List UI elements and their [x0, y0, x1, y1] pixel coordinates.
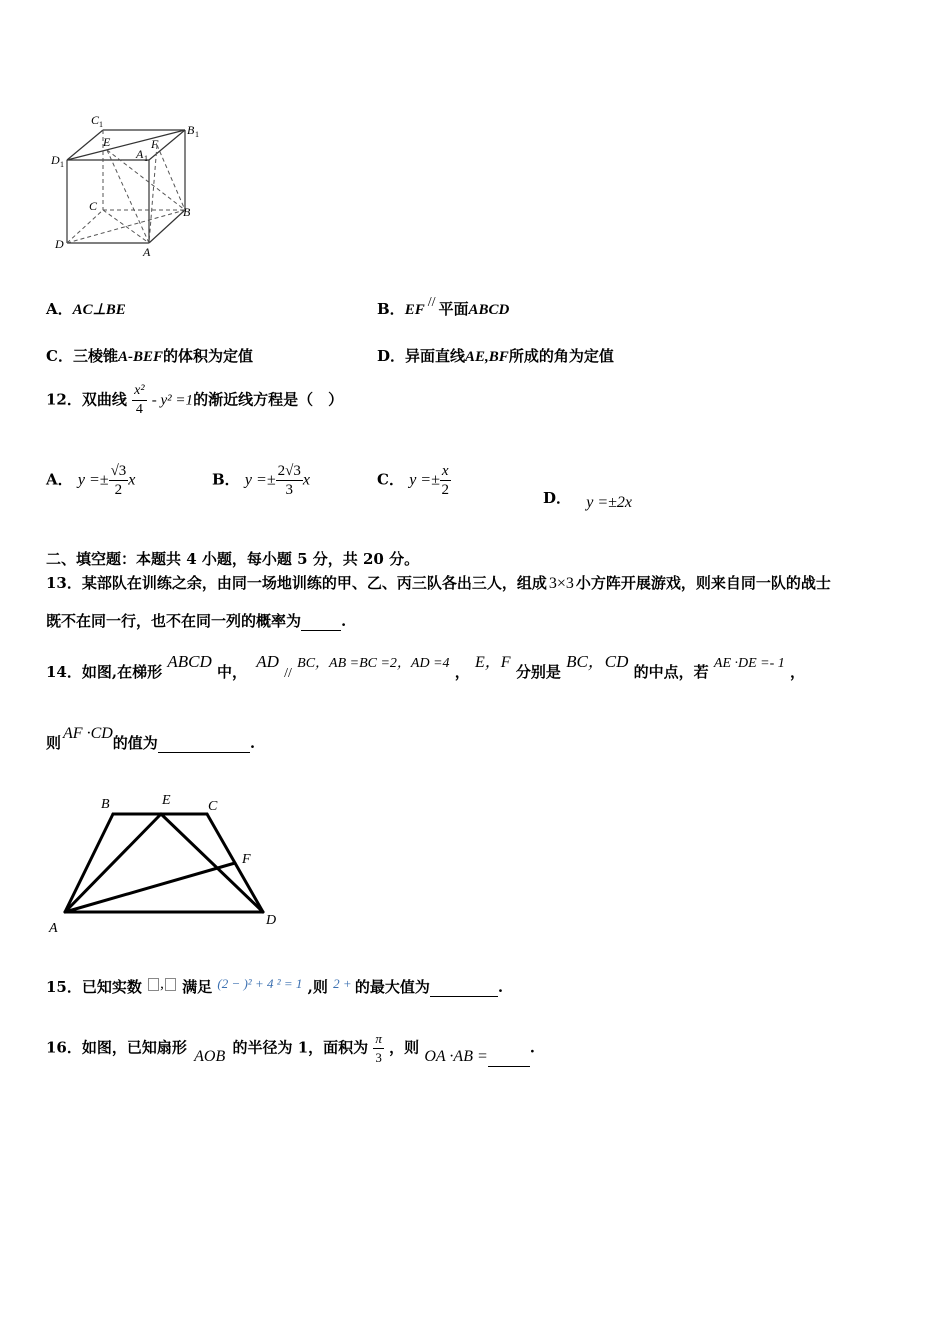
q12-stem: 12．双曲线 $\frac{\text{x²}}{4}$ - y² =1的渐近线方程是（ ） — [46, 383, 344, 417]
q12-option-d: D． y =±2x — [543, 489, 633, 511]
q16-line: 16．如图，已知扇形 AOB 的半径为 1，面积为 $\frac{\pi}{3}$ ，则 OA ·AB = . — [46, 1031, 535, 1065]
section-heading: 二、填空题：本题共 4 小题，每小题 5 分，共 20 分。 — [46, 550, 420, 568]
q14-line1: 14．如图,在梯形 ABCD 中， AD // BC，AB =BC =2，AD =4 ， E，F 分别是 BC，CD 的中点，若 AE ·DE =- 1 ， — [46, 652, 806, 681]
label-B1-sub: 1 — [195, 130, 199, 139]
var-placeholder-icon — [165, 978, 176, 991]
q11-option-b: B．EF // 平面ABCD — [377, 295, 510, 318]
label-C1-sub: 1 — [99, 120, 103, 129]
label-D: D — [55, 237, 64, 251]
label-E: E — [103, 135, 111, 149]
q12-option-a: A． y =± $\frac{√3}{2}$ x — [46, 463, 136, 498]
answer-blank[interactable] — [158, 738, 250, 753]
fig-label-A: A — [49, 921, 58, 936]
label-A1: A — [136, 147, 144, 161]
answer-blank[interactable] — [301, 616, 341, 631]
fig-label-D: D — [266, 913, 277, 928]
fig-label-F: F — [242, 852, 251, 867]
q15-line: 15．已知实数 , 满足 (2 − )² + 4 ² = 1 ,则 2 + 的最大值为 . — [46, 976, 504, 996]
q15-equation: (2 − )² + 4 ² = 1 — [217, 976, 303, 991]
label-B: B — [183, 205, 191, 219]
q15-expression: 2 + — [333, 976, 355, 991]
cube-figure — [45, 108, 210, 263]
answer-blank[interactable] — [430, 982, 498, 997]
label-D1-sub: 1 — [60, 160, 64, 169]
q13-line1: 13．某部队在训练之余，由同一场地训练的甲、乙、丙三队各出三人，组成 3×3 小方阵开展游戏，则来自同一队的战士 — [46, 574, 831, 592]
q12-option-b: B． y =± $\frac{2√3}{3}$ x — [212, 463, 310, 498]
label-F: F — [151, 137, 159, 151]
label-A: A — [143, 245, 151, 259]
label-B1: B — [187, 123, 195, 137]
q12-option-c: C． y =± $\frac{x}{2}$ — [377, 463, 449, 498]
fig-label-B: B — [101, 797, 110, 812]
fig-label-E: E — [162, 793, 171, 808]
label-C: C — [89, 199, 98, 213]
label-A1-sub: 1 — [144, 154, 148, 163]
q13-line2: 既不在同一行，也不在同一列的概率为 . — [46, 612, 347, 630]
var-placeholder-icon — [148, 978, 159, 991]
q14-line2: 则AF ·CD的值为 . — [46, 725, 256, 752]
q11-option-c: C．三棱锥A-BEF的体积为定值 — [46, 347, 253, 365]
label-C1: C — [91, 113, 100, 127]
trapezoid-figure — [45, 788, 295, 938]
answer-blank[interactable] — [488, 1060, 530, 1067]
q12-fraction: $\frac{\text{x²}}{4}$ — [134, 383, 145, 417]
fig-label-C: C — [208, 799, 218, 814]
q11-option-d: D．异面直线AE,BF所成的角为定值 — [377, 347, 614, 365]
label-D1: D — [51, 153, 60, 167]
q11-option-a: A．AC⊥BE — [46, 300, 126, 318]
